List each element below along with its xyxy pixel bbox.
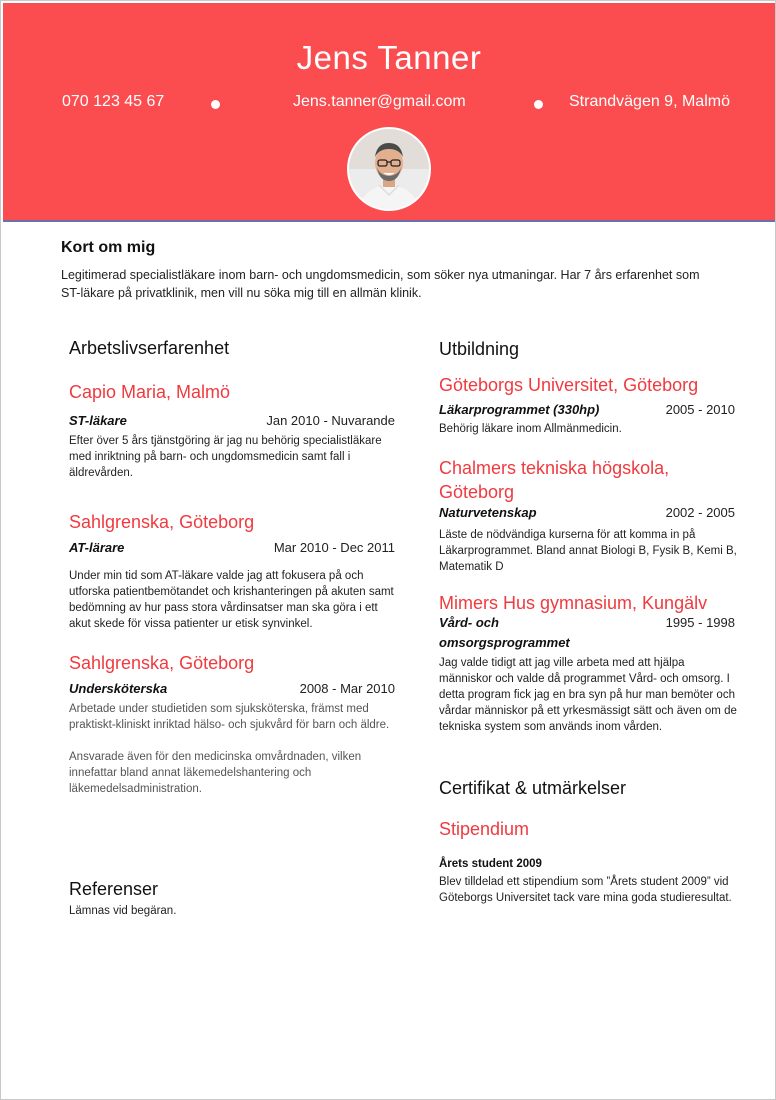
email-address: Jens.tanner@gmail.com [293,93,466,110]
experience-heading: Arbetslivserfarenhet [69,338,230,358]
separator-dot [534,100,543,109]
references-text: Lämnas vid begäran. [69,905,177,917]
education-program: Vård- och [439,615,499,630]
experience-employer: Sahlgrenska, Göteborg [69,512,255,532]
education-heading: Utbildning [439,339,520,359]
experience-dates: Jan 2010 - Nuvarande [266,413,395,428]
certificate-description: Blev tilldelad ett stipendium som ”Årets student 2009” vid Göteborgs Universitet tack vare mina goda studieresultat. [439,876,732,904]
education-dates: 2005 - 2010 [665,402,735,417]
experience-description: Arbetade under studietiden som sjuksköterska, främst med praktiskt-kliniskt inriktad hälso- och sjukvård för barn och äldre. [69,703,390,731]
education-dates: 2002 - 2005 [665,505,735,520]
experience-role: AT-lärare [69,540,125,555]
experience-dates: Mar 2010 - Dec 2011 [273,540,395,555]
candidate-name: Jens Tanner [296,39,482,76]
about-heading: Kort om mig [61,239,156,256]
certificates-heading: Certifikat & utmärkelser [439,778,627,798]
education-description: Läste de nödvändiga kurserna för att komma in på Läkarprogrammet. Bland annat Biologi B, Fysik B, Kemi B, Matematik D [439,529,737,573]
experience-employer: Capio Maria, Malmö [69,382,231,402]
experience-description: Efter över 5 års tjänstgöring är jag nu behörig specialistläkare med inriktning på barn- och ungdomsmedicin samt fall i äldrevården. [69,435,382,479]
education-school-line2: Göteborg [439,482,515,502]
experience-description-extra: Ansvarade även för den medicinska omvårdnaden, vilken innefattar bland annat läkemedelshantering och läkemedelsadministration. [69,751,362,795]
experience-description: Under min tid som AT-läkare valde jag att fokusera på och utforska patientbemötandet och krishanteringen på akuten samt bedömning av hur pass stora vårdinsatser man ska göra i ett akut skede för vissa patienter ur etisk synvinkel. [69,570,394,630]
about-text: Legitimerad specialistläkare inom barn- och ungdomsmedicin, som söker nya utmaningar. Har 7 års erfarenhet som ST-läkare på privatklinik, men vill nu söka mig till en allmän klinik. [61,268,700,300]
certificate-name: Stipendium [439,819,530,839]
header-banner [3,3,775,222]
references-heading: Referenser [69,879,159,899]
education-school: Mimers Hus gymnasium, Kungälv [439,593,708,613]
certificate-subtitle: Årets student 2009 [439,858,542,870]
education-program-line2: omsorgsprogrammet [439,635,570,650]
education-description: Behörig läkare inom Allmänmedicin. [439,423,622,435]
experience-employer: Sahlgrenska, Göteborg [69,653,255,673]
education-dates: 1995 - 1998 [665,615,735,630]
phone-number: 070 123 45 67 [62,93,165,110]
experience-role: Undersköterska [69,681,168,696]
profile-photo-icon [349,129,429,209]
education-school: Göteborgs Universitet, Göteborg [439,375,699,395]
avatar [347,127,431,211]
experience-dates: 2008 - Mar 2010 [299,681,395,696]
separator-dot [211,100,220,109]
education-school: Chalmers tekniska högskola, [439,458,670,478]
education-program: Naturvetenskap [439,505,537,520]
education-program: Läkarprogrammet (330hp) [439,402,600,417]
education-description: Jag valde tidigt att jag ville arbeta med att hjälpa människor och valde då programmet Vård- och omsorg. I detta program fick jag en bra syn på hur man bemöter och vårdar människor på ett yrkesmässigt sätt och även om de tekniska system som används inom vården. [439,657,737,733]
street-address: Strandvägen 9, Malmö [569,93,730,110]
experience-role: ST-läkare [69,413,127,428]
